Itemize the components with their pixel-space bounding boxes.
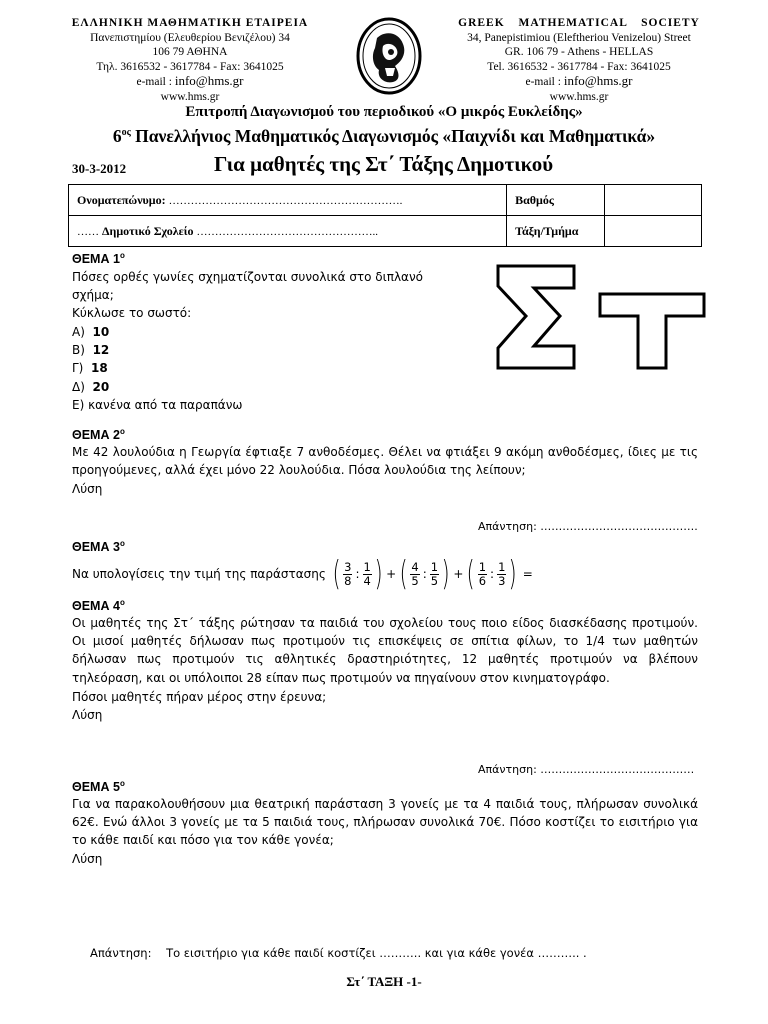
sigma-tau-figure: [490, 262, 710, 372]
city-english: GR. 106 79 - Athens - HELLAS: [504, 46, 654, 59]
student-info-table: [68, 184, 702, 247]
question-1-options: [72, 323, 242, 414]
name-cell[interactable]: Ονοματεπώνυμο: ……………………………………………………….: [69, 185, 507, 216]
address-english: 34, Panepistimiou (Εleftheriou Venizelou) Street: [467, 31, 691, 44]
email-greek: e-mail : info@hms.gr: [136, 73, 244, 89]
question-2-answer[interactable]: Απάντηση: …………………………………….: [478, 520, 698, 533]
seal-icon: [355, 16, 423, 96]
sigma-tau-shape-icon: [490, 262, 710, 372]
question-5-answer[interactable]: Απάντηση: Το εισιτήριο για κάθε παιδί κοστίζει ……….. και για κάθε γονέα ……….. .: [90, 946, 587, 960]
option-a[interactable]: Α) 10: [72, 325, 110, 339]
contest-title: $6^{o\varsigma}$ Πανελλήνιος Μαθηματικός Διαγωνισμός «Παιχνίδι και Μαθηματικά»: [112, 126, 656, 146]
question-4-title: ΘΕΜΑ $4^o$: [72, 598, 125, 614]
page-footer: Στ΄ ΤΑΞΗ -1-: [346, 974, 422, 989]
org-name-english: GREEK MATHEMATICAL SOCIETY: [458, 17, 700, 29]
society-seal-logo: [355, 16, 423, 96]
question-4-question: Πόσοι μαθητές πήραν μέρος στην έρευνα;: [72, 690, 327, 704]
email-english: e-mail : info@hms.gr: [525, 73, 633, 89]
grade-label: Βαθμός: [507, 185, 604, 216]
question-3-text: Να υπολογίσεις την τιμή της παράστασης ( $\frac{3}{8}$ : $\frac{1}{4}$ ) + ( $\frac{4}{5}$ : $\frac{1}{5}$ ) + ( $\frac{1}{6}$ : $\frac{1}{3}$ ) =: [72, 554, 533, 594]
question-1-title: ΘΕΜΑ $1^o$: [72, 251, 125, 267]
city-greek: 106 79 ΑΘΗΝΑ: [152, 46, 228, 59]
question-1-text: Πόσες ορθές γωνίες σχηματίζονται συνολικά στο διπλανό σχήμα; Κύκλωσε το σωστό:: [72, 270, 423, 321]
exam-date: 30-3-2012: [72, 161, 127, 176]
org-name-greek: ΕΛΛΗΝΙΚΗ ΜΑΘΗΜΑΤΙΚΗ ΕΤΑΙΡΕΙΑ: [71, 17, 309, 29]
email-link[interactable]: info@hms.gr: [174, 73, 244, 89]
grade-value-cell[interactable]: [604, 185, 701, 216]
grade-title: Για μαθητές της Στ΄ Τάξης Δημοτικού: [214, 152, 554, 176]
question-2-text: Με 42 λουλούδια η Γεωργία έφτιαξε 7 ανθοδέσμες. Θέλει να φτιάξει 9 ακόμη ανθοδέσμες, ίδιες με τις προηγούμενες, αλλά έχει μόνο 22 λουλούδια. Πόσα λουλούδια της λείπουν;: [72, 445, 698, 478]
question-3-title: ΘΕΜΑ $3^o$: [72, 539, 125, 555]
question-2-title: ΘΕΜΑ $2^o$: [72, 427, 125, 443]
web-english[interactable]: www.hms.gr: [549, 90, 609, 103]
header-left: [55, 16, 325, 105]
phone-english: Tel. 3616532 - 3617784 - Fax: 3641025: [487, 60, 671, 73]
question-5-solution-label: Λύση: [72, 852, 103, 866]
question-4-answer[interactable]: Απάντηση: ……………………………………: [478, 763, 695, 776]
option-c[interactable]: Γ) 18: [72, 361, 108, 376]
address-greek: Πανεπιστημίου (Ελευθερίου Βενιζέλου) 34: [90, 31, 290, 44]
phone-greek: Τηλ. 3616532 - 3617784 - Fax: 3641025: [96, 60, 284, 73]
option-e[interactable]: Ε) κανένα από τα παραπάνω: [72, 397, 243, 412]
option-d[interactable]: Δ) 20: [72, 379, 110, 394]
class-label: Τάξη/Τμήμα: [507, 216, 604, 247]
committee-title: Επιτροπή Διαγωνισμού του περιοδικού «Ο μικρός Ευκλείδης»: [185, 104, 583, 120]
question-4-solution-label: Λύση: [72, 708, 103, 722]
question-5-title: ΘΕΜΑ $5^o$: [72, 779, 125, 795]
web-greek[interactable]: www.hms.gr: [160, 90, 220, 103]
question-4-text: Οι μαθητές της Στ΄ τάξης ρώτησαν τα παιδιά του σχολείου τους ποιο είδος διασκέδασης προτιμούν. Οι μισοί μαθητές δήλωσαν πως προτιμούν τις επισκέψεις σε σπίτια φίλων, το 1/4 των μαθητών δήλωσαν πως προτιμούν τις αθλητικές δραστηριότητες, 12 μαθητές προτιμούν να βλέπουν τηλεόραση, και οι υπόλοιποι 28 είπαν πως προτιμούν να πηγαίνουν στον κινηματογράφο.: [72, 616, 698, 685]
question-5-text: Για να παρακολουθήσουν μια θεατρική παράσταση 3 γονείς με τα 4 παιδιά τους, πλήρωσαν συνολικά 62€. Ενώ άλλοι 3 γονείς με τα 5 παιδιά τους, πλήρωσαν συνολικά 70€. Πόσο κοστίζει το εισιτήριο για το κάθε παιδί και πόσο για τον κάθε γονέα;: [72, 797, 698, 848]
email-link[interactable]: info@hms.gr: [563, 73, 633, 89]
class-value-cell[interactable]: [604, 216, 701, 247]
fraction-expression: ( $\frac{3}{8}$ : $\frac{1}{4}$ ) + ( $\frac{4}{5}$ : $\frac{1}{5}$ ) + ( $\frac{1}{6}$ : $\frac{1}{3}$ ) =: [332, 554, 533, 594]
header-right: [440, 16, 718, 105]
school-cell[interactable]: …… Δημοτικό Σχολείο …………………………………………..: [69, 216, 507, 247]
question-2-solution-label: Λύση: [72, 482, 103, 496]
option-b[interactable]: Β) 12: [72, 343, 110, 358]
